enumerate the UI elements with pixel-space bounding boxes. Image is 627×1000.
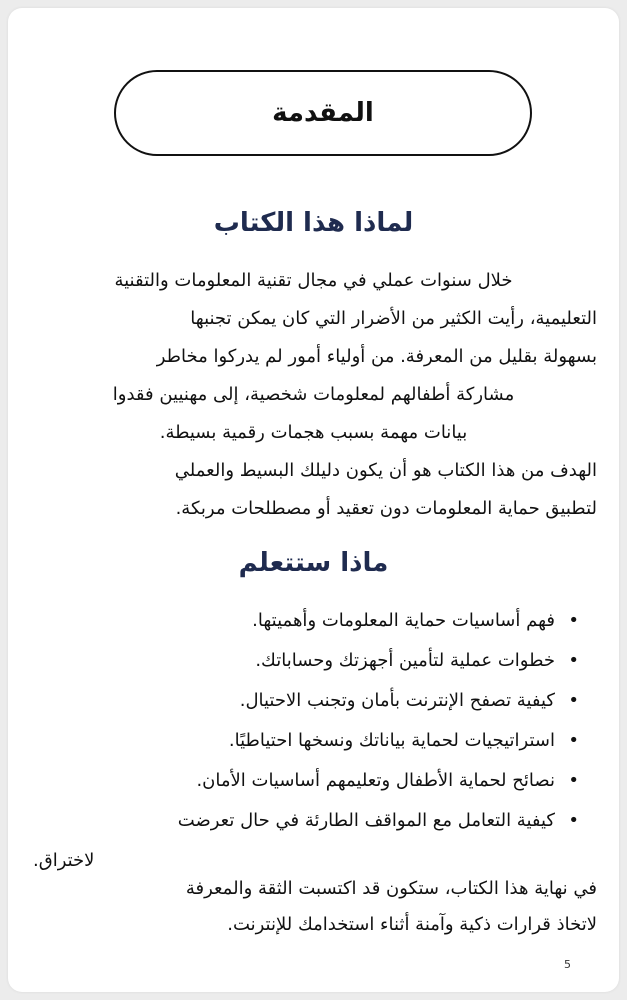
paragraph-line: الهدف من هذا الكتاب هو أن يكون دليلك البسيط والعملي [174, 460, 597, 481]
paragraph-line: خلال سنوات عملي في مجال تقنية المعلومات والتقنية [114, 270, 513, 291]
chapter-title: المقدمة [272, 98, 374, 128]
list-item-text: استراتيجيات لحماية بياناتك ونسخها احتياطيًا. [228, 730, 555, 751]
bullet-icon: • [568, 810, 579, 831]
page-number: 5 [564, 958, 571, 971]
list-item-continuation: لاختراق. [33, 850, 95, 871]
bullet-icon: • [568, 770, 579, 791]
paragraph-line: بسهولة بقليل من المعرفة. من أولياء أمور لم يدركوا مخاطر [156, 346, 597, 367]
bullet-icon: • [568, 650, 579, 671]
list-item [33, 601, 579, 641]
chapter-title-box [114, 70, 532, 156]
list-item-text: كيفية التعامل مع المواقف الطارئة في حال تعرضت [177, 810, 555, 831]
document-page [8, 8, 619, 992]
intro-paragraph [30, 262, 597, 528]
section-heading-why-this-book: لماذا هذا الكتاب [213, 208, 414, 238]
paragraph-line: لاتخاذ قرارات ذكية وآمنة أثناء استخدامك للإنترنت. [227, 914, 597, 935]
closing-paragraph [30, 871, 597, 943]
paragraph-line: في نهاية هذا الكتاب، ستكون قد اكتسبت الثقة والمعرفة [185, 878, 597, 899]
paragraph-line: التعليمية، رأيت الكثير من الأضرار التي كان يمكن تجنبها [190, 308, 597, 329]
list-item [33, 721, 579, 761]
list-item-text: خطوات عملية لتأمين أجهزتك وحساباتك. [255, 650, 555, 671]
list-item-text: نصائح لحماية الأطفال وتعليمهم أساسيات الأمان. [196, 770, 555, 791]
bullet-icon: • [568, 690, 579, 711]
list-item [33, 801, 579, 881]
paragraph-line: لتطبيق حماية المعلومات دون تعقيد أو مصطلحات مربكة. [175, 498, 597, 519]
bullet-icon: • [568, 730, 579, 751]
list-item [33, 761, 579, 801]
paragraph-line: مشاركة أطفالهم لمعلومات شخصية، إلى مهنيين فقدوا [112, 384, 515, 405]
list-item-text: كيفية تصفح الإنترنت بأمان وتجنب الاحتيال. [239, 690, 555, 711]
list-item [33, 641, 579, 681]
section-heading-what-you-learn: ماذا ستتعلم [238, 548, 389, 578]
list-item-text: فهم أساسيات حماية المعلومات وأهميتها. [252, 610, 555, 631]
learning-list [33, 601, 579, 881]
list-item [33, 681, 579, 721]
paragraph-line: بيانات مهمة بسبب هجمات رقمية بسيطة. [159, 422, 468, 443]
bullet-icon: • [568, 610, 579, 631]
